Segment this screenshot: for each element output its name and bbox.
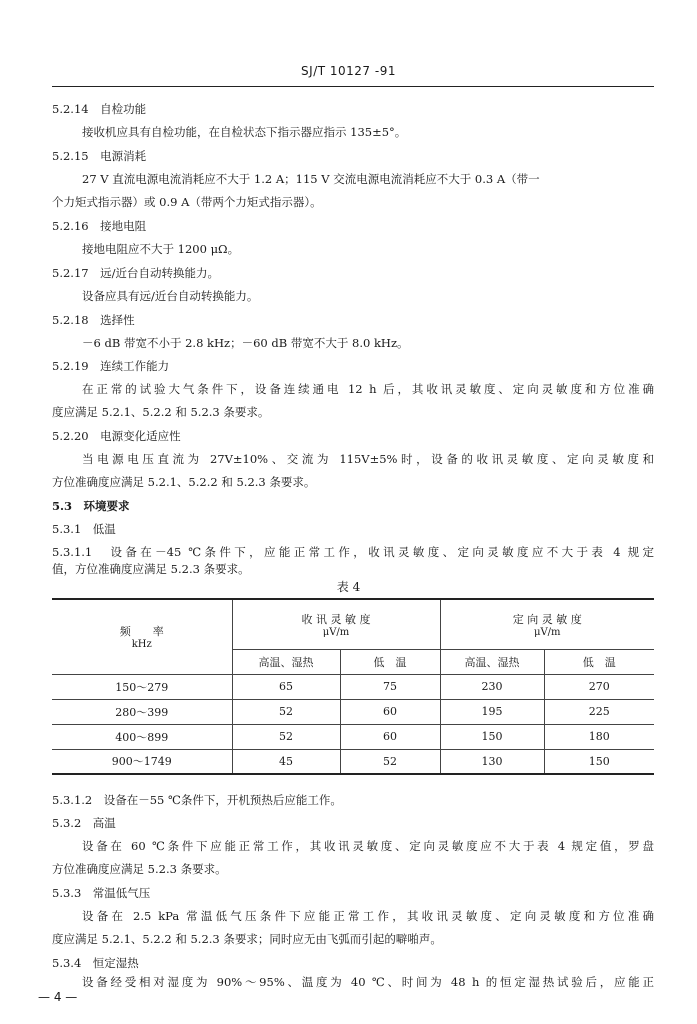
header-label: 定 向 灵 敏 度 — [512, 612, 582, 626]
section-heading-5-2-14 — [52, 101, 146, 117]
section-title: 高温 — [92, 816, 116, 830]
section-number: 5.3.3 — [52, 886, 82, 900]
paragraph-line: 值，方位准确度应满足 5.2.3 条要求。 — [52, 562, 250, 576]
subheader-cell: 高温、湿热 — [440, 649, 544, 674]
section-number: 5.3.1 — [52, 522, 82, 536]
header-unit: μV/m — [533, 626, 561, 638]
table-cell: 150～279 — [52, 674, 232, 699]
table-cell: 52 — [232, 699, 340, 724]
section-heading-5-3-3 — [52, 885, 150, 901]
table-cell: 230 — [440, 674, 544, 699]
section-number: 5.3.4 — [52, 956, 82, 970]
section-heading-5-3-2 — [52, 815, 116, 831]
section-title: 环境要求 — [83, 499, 130, 513]
page-number: — 4 — — [38, 990, 78, 1004]
section-number: 5.2.19 — [52, 359, 89, 373]
section-title: 电源消耗 — [100, 149, 147, 163]
paragraph-line: 个力矩式指示器）或 0.9 A（带两个力矩式指示器）。 — [52, 195, 322, 209]
paragraph-line: 5.3.1.1 设备在－45 ℃条件下，应能正常工作，收讯灵敏度、定向灵敏度应不大于表 4 规定 — [52, 545, 654, 559]
paragraph-line: 方位准确度应满足 5.2.1、5.2.2 和 5.2.3 条要求。 — [52, 475, 316, 489]
section-number: 5.3.2 — [52, 816, 82, 830]
section-number: 5.2.17 — [52, 266, 89, 280]
section-number: 5.2.20 — [52, 429, 89, 443]
table-cell: 900～1749 — [52, 749, 232, 774]
paragraph: －6 dB 带宽不小于 2.8 kHz；－60 dB 带宽不大于 8.0 kHz。 — [82, 336, 409, 350]
table-cell: 45 — [232, 749, 340, 774]
section-title: 恒定湿热 — [92, 956, 139, 970]
table-row — [52, 724, 654, 749]
header-rule — [52, 86, 654, 87]
table-cell: 65 — [232, 674, 340, 699]
paragraph-line: 27 V 直流电源电流消耗应不大于 1.2 A；115 V 交流电源电流消耗应不大于 0.3 A（带一 — [82, 172, 540, 186]
section-number: 5.3 — [52, 499, 73, 513]
paragraph: 设备应具有远/近台自动转换能力。 — [82, 289, 259, 303]
section-heading-5-2-18 — [52, 312, 135, 328]
section-heading-5-2-20 — [52, 428, 181, 444]
section-number: 5.2.15 — [52, 149, 89, 163]
table-cell: 60 — [340, 724, 440, 749]
table-cell: 52 — [232, 724, 340, 749]
table-cell: 150 — [544, 749, 654, 774]
paragraph-line: 在正常的试验大气条件下，设备连续通电 12 h 后，其收讯灵敏度、定向灵敏度和方位准确 — [82, 382, 654, 396]
section-title: 连续工作能力 — [100, 359, 170, 373]
paragraph-line: 设备在 60 ℃条件下应能正常工作，其收讯灵敏度、定向灵敏度应不大于表 4 规定值，罗盘 — [82, 839, 654, 853]
subheader-cell: 低 温 — [544, 649, 654, 674]
table-cell: 180 — [544, 724, 654, 749]
section-heading-5-3-4 — [52, 955, 139, 971]
paragraph: 5.3.1.2 设备在－55 ℃条件下，开机预热后应能工作。 — [52, 793, 342, 807]
table-cell: 280～399 — [52, 699, 232, 724]
section-title: 低温 — [92, 522, 116, 536]
header-unit: kHz — [131, 639, 152, 651]
paragraph-line: 当电源电压直流为 27V±10%、交流为 115V±5%时，设备的收讯灵敏度、定向灵敏度和 — [82, 452, 654, 466]
subheader-cell: 低 温 — [340, 649, 440, 674]
table-cell: 75 — [340, 674, 440, 699]
header-label: 频 率 — [119, 625, 164, 639]
table-cell: 270 — [544, 674, 654, 699]
paragraph: 接收机应具有自检功能，在自检状态下指示器应指示 135±5°。 — [82, 125, 407, 139]
page-header-code: SJ/T 10127 -91 — [301, 64, 396, 78]
section-title: 电源变化适应性 — [100, 429, 181, 443]
section-heading-5-2-19 — [52, 358, 169, 374]
table-cell: 52 — [340, 749, 440, 774]
header-label: 收 讯 灵 敏 度 — [301, 612, 371, 626]
column-header-receive-sensitivity — [232, 599, 440, 649]
table-cell: 60 — [340, 699, 440, 724]
subheader-cell: 高温、湿热 — [232, 649, 340, 674]
section-title: 自检功能 — [100, 102, 147, 116]
section-heading-5-3-1 — [52, 521, 116, 537]
section-number: 5.2.16 — [52, 219, 89, 233]
paragraph-line: 设备经受相对湿度为 90%～95%、温度为 40 ℃、时间为 48 h 的恒定湿热试验后，应能正 — [82, 975, 654, 989]
table-cell: 400～899 — [52, 724, 232, 749]
paragraph-line: 度应满足 5.2.1、5.2.2 和 5.2.3 条要求。 — [52, 405, 270, 419]
paragraph-line: 方位准确度应满足 5.2.3 条要求。 — [52, 862, 227, 876]
paragraph: 接地电阻应不大于 1200 μΩ。 — [82, 242, 240, 256]
table-cell: 150 — [440, 724, 544, 749]
section-heading-5-2-17 — [52, 265, 219, 281]
table-caption: 表 4 — [336, 580, 361, 594]
paragraph-line: 设备在 2.5 kPa 常温低气压条件下应能正常工作，其收讯灵敏度、定向灵敏度和方位准确 — [82, 909, 654, 923]
section-heading-5-2-15 — [52, 148, 146, 164]
paragraph-line: 度应满足 5.2.1、5.2.2 和 5.2.3 条要求；同时应无由飞弧而引起的噼啪声。 — [52, 932, 442, 946]
section-number: 5.2.18 — [52, 313, 89, 327]
column-header-direction-sensitivity — [440, 599, 654, 649]
section-title: 远/近台自动转换能力。 — [100, 266, 219, 280]
section-heading-5-3 — [52, 498, 130, 514]
section-heading-5-2-16 — [52, 218, 146, 234]
table-row — [52, 749, 654, 774]
section-title: 常温低气压 — [92, 886, 151, 900]
table-row — [52, 674, 654, 699]
section-title: 选择性 — [100, 313, 135, 327]
section-title: 接地电阻 — [100, 219, 147, 233]
column-header-frequency — [52, 599, 232, 674]
table-cell: 130 — [440, 749, 544, 774]
section-number: 5.2.14 — [52, 102, 89, 116]
table-cell: 195 — [440, 699, 544, 724]
table-row — [52, 699, 654, 724]
table-4 — [52, 598, 654, 775]
table-cell: 225 — [544, 699, 654, 724]
header-unit: μV/m — [322, 626, 350, 638]
